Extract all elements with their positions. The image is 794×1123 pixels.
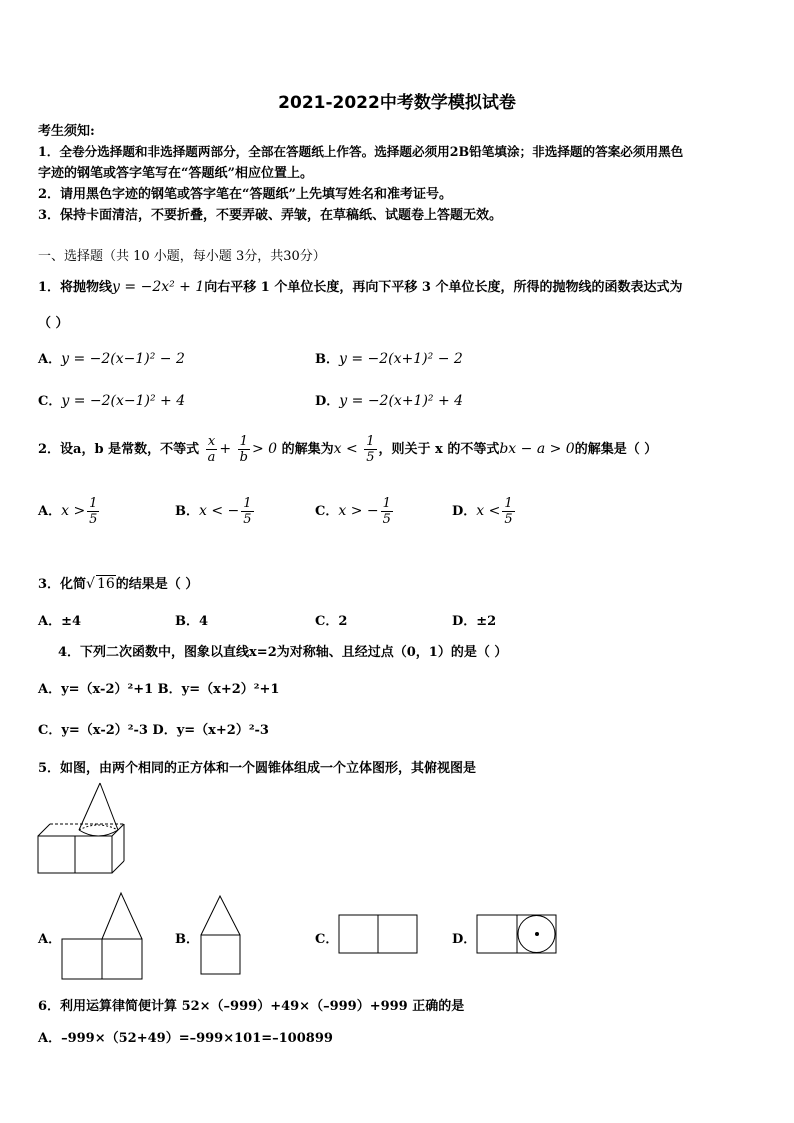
q2-option-b: B．x < − $\frac{1}{5}$ <box>175 496 252 527</box>
q5-option-c-label: C． <box>315 932 339 947</box>
q1-pre: 1．将抛物线 <box>38 280 113 295</box>
q2-option-a: A．x > $\frac{1}{5}$ <box>38 496 98 527</box>
q1-option-c: C．y = −2(x−1)² + 4 <box>38 393 186 409</box>
page-title: 2021-2022中考数学模拟试卷 <box>278 93 516 113</box>
q2-option-c: C．x > − $\frac{1}{5}$ <box>315 496 391 527</box>
question-2-stem: 2．设a，b 是常数，不等式 $\frac{x}{a}$ + $\frac{1}{b}$ > 0 的解集为x < $\frac{1}{5}$ ，则关于 x 的不等式bx − a > 0的解集是（ ） <box>38 434 658 465</box>
q1-option-d: D．y = −2(x+1)² + 4 <box>315 393 464 409</box>
q1-paren: （ ） <box>38 316 69 331</box>
question-5-stem: 5．如图，由两个相同的正方体和一个圆锥体组成一个立体图形，其俯视图是 <box>38 761 477 776</box>
q6-option-a: A．–999×（52+49）=–999×101=–100899 <box>38 1031 333 1046</box>
notice-heading: 考生须知: <box>38 124 95 139</box>
notice-line-1: 1．全卷分选择题和非选择题两部分，全部在答题纸上作答。选择题必须用2B铅笔填涂；非选择题的答案必须用黑色 <box>38 144 684 159</box>
question-4-stem: 4．下列二次函数中，图象以直线x=2为对称轴、且经过点（0，1）的是（ ） <box>58 645 508 660</box>
q3-option-c: C．2 <box>315 614 348 629</box>
q2-option-d: D．x < $\frac{1}{5}$ <box>452 496 513 527</box>
q4-options-cd: C．y=（x-2）²-3 D．y=（x+2）²-3 <box>38 723 269 738</box>
notice-line-1-cont: 字迹的钢笔或答字笔写在“答题纸”相应位置上。 <box>38 166 313 181</box>
q1-expr: y = −2x² + 1 <box>112 279 205 295</box>
q3-option-d: D．±2 <box>452 614 497 629</box>
question-6-stem: 6．利用运算律简便计算 52×（–999）+49×（–999）+999 正确的是 <box>38 999 465 1014</box>
notice-line-2: 2．请用黑色字迹的钢笔或答字笔在“答题纸”上先填写姓名和准考证号。 <box>38 187 453 202</box>
q3-option-b: B．4 <box>175 614 209 629</box>
q4-options-ab: A．y=（x-2）²+1 B．y=（x+2）²+1 <box>38 682 280 697</box>
q5-option-d-label: D． <box>452 932 477 947</box>
q5-option-a-label: A． <box>38 932 62 947</box>
q1-option-a: A．y = −2(x−1)² − 2 <box>38 351 185 367</box>
q3-option-a: A．±4 <box>38 614 82 629</box>
q1-post: 向右平移 1 个单位长度，再向下平移 3 个单位长度，所得的抛物线的函数表达式为 <box>204 280 683 295</box>
question-3-stem: 3．化简√ 16的结果是（ ） <box>38 576 199 592</box>
q5-option-b-label: B． <box>175 932 199 947</box>
q1-option-b: B．y = −2(x+1)² − 2 <box>315 351 463 367</box>
section-heading: 一、选择题（共 10 小题，每小题 3分，共30分） <box>38 249 326 264</box>
notice-line-3: 3．保持卡面清洁，不要折叠，不要弄破、弄皱，在草稿纸、试题卷上答题无效。 <box>38 208 503 223</box>
